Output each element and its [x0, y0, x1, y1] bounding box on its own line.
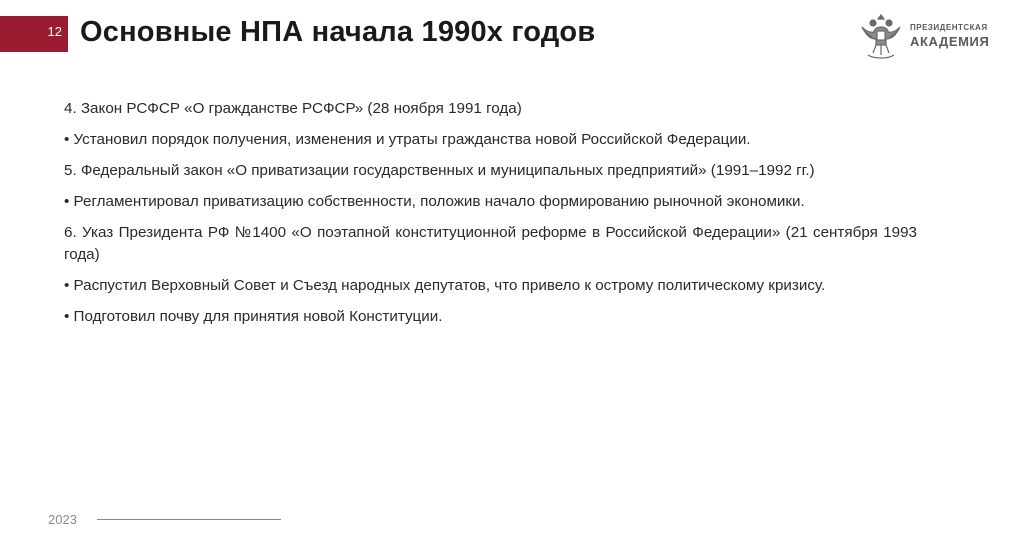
paragraph-decree-bullet-1: • Распустил Верховный Совет и Съезд народных депутатов, что привело к острому политическому кризису. [64, 277, 826, 294]
content-body [64, 98, 917, 337]
paragraph-law-privatization: 5. Федеральный закон «О приватизации государственных и муниципальных предприятий» (1991–1992 гг.) [64, 162, 815, 179]
paragraph-citizenship-bullet: • Установил порядок получения, изменения и утраты гражданства новой Российской Федерации. [64, 131, 751, 148]
logo-line2: АКАДЕМИЯ [910, 34, 990, 49]
page-title: Основные НПА начала 1990х годов [80, 16, 596, 48]
footer-year: 2023 [48, 512, 77, 527]
page-number-badge [0, 16, 68, 52]
page-number: 12 [47, 23, 62, 39]
logo [858, 8, 988, 64]
paragraph-law-citizenship: 4. Закон РСФСР «О гражданстве РСФСР» (28 ноября 1991 года) [64, 100, 522, 117]
double-headed-eagle-emblem-icon [858, 9, 904, 63]
paragraph-decree-bullet-2: • Подготовил почву для принятия новой Конституции. [64, 308, 443, 325]
logo-line1: ПРЕЗИДЕНТСКАЯ [910, 23, 988, 32]
logo-text [910, 24, 989, 48]
paragraph-decree-1400: 6. Указ Президента РФ №1400 «О поэтапной конституционной реформе в Российской Федерации» (21 сентября 1993 года) [64, 224, 917, 263]
paragraph-privatization-bullet: • Регламентировал приватизацию собственности, положив начало формированию рыночной экономики. [64, 193, 805, 210]
footer-divider [97, 519, 281, 520]
